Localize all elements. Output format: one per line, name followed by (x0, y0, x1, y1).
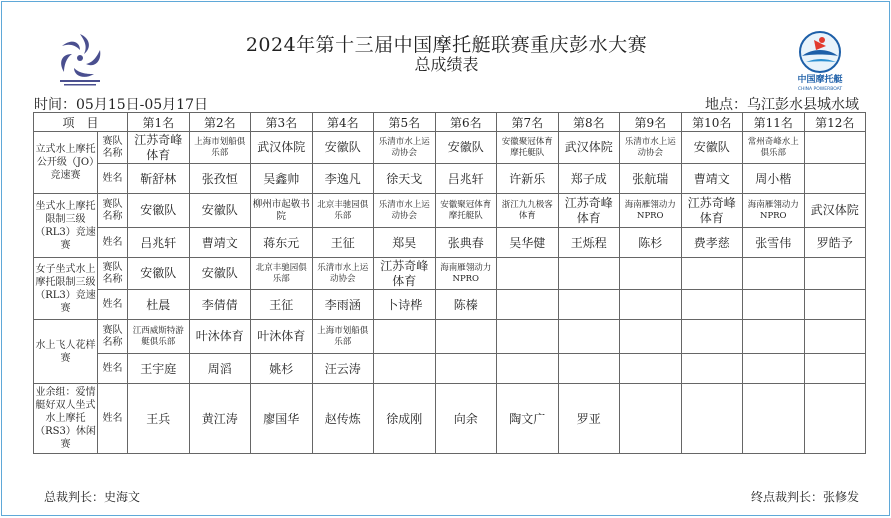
team-cell: 江苏奇峰体育 (558, 194, 620, 228)
name-label: 姓名 (98, 354, 128, 384)
chief-judge: 总裁判长：史海文 (44, 490, 141, 504)
rank-header: 第10名 (681, 113, 743, 132)
results-sheet (1, 1, 890, 516)
team-cell: 安徽聚冠体育摩托艇队 (497, 132, 559, 164)
team-cell: 上海市划船俱乐部 (189, 132, 251, 164)
athlete-name (804, 290, 866, 320)
athlete-name: 吕兆轩 (128, 228, 190, 258)
athlete-name: 汪云涛 (312, 354, 374, 384)
team-cell: 武汉体院 (558, 132, 620, 164)
rank-header: 第7名 (497, 113, 559, 132)
item-header: 项 目 (34, 113, 128, 132)
rank-header: 第1名 (128, 113, 190, 132)
athlete-name: 郑昊 (374, 228, 436, 258)
event-time: 时间：05月15日-05月17日 (34, 97, 208, 113)
athlete-name (743, 384, 805, 454)
category-name: 水上飞人花样赛 (34, 320, 98, 384)
athlete-name (804, 384, 866, 454)
athlete-name: 徐成刚 (374, 384, 436, 454)
team-cell: 上海市划船俱乐部 (312, 320, 374, 354)
team-cell: 乐清市水上运动协会 (620, 132, 682, 164)
athlete-name: 赵传炼 (312, 384, 374, 454)
athlete-name: 王宇庭 (128, 354, 190, 384)
team-cell (497, 320, 559, 354)
team-cell (558, 258, 620, 290)
team-cell: 乐清市水上运动协会 (374, 194, 436, 228)
team-cell: 江苏奇峰体育 (374, 258, 436, 290)
athlete-name: 姚杉 (251, 354, 313, 384)
athlete-name (620, 290, 682, 320)
team-cell (743, 258, 805, 290)
team-cell (804, 132, 866, 164)
team-cell: 安徽队 (128, 258, 190, 290)
category-name: 坐式水上摩托限制三级（RL3）竞速赛 (34, 194, 98, 258)
athlete-name: 郑子成 (558, 164, 620, 194)
athlete-name: 李雨涵 (312, 290, 374, 320)
team-row (34, 132, 866, 164)
team-cell (681, 320, 743, 354)
team-cell (435, 320, 497, 354)
team-cell: 江苏奇峰体育 (128, 132, 190, 164)
athlete-name (374, 354, 436, 384)
athlete-name (497, 354, 559, 384)
category-name: 女子坐式水上摩托限制三级（RL3）竞速赛 (34, 258, 98, 320)
team-cell: 叶沐体育 (251, 320, 313, 354)
table-header-row (34, 113, 866, 132)
athlete-name: 张孜恒 (189, 164, 251, 194)
name-row (34, 354, 866, 384)
brand-cn: 中国摩托艇 (797, 75, 843, 85)
athlete-name: 周小楷 (743, 164, 805, 194)
rank-header: 第11名 (743, 113, 805, 132)
athlete-name: 罗皓予 (804, 228, 866, 258)
athlete-name: 罗亚 (558, 384, 620, 454)
team-cell: 乐清市水上运动协会 (312, 258, 374, 290)
name-label: 姓名 (98, 228, 128, 258)
team-cell (620, 320, 682, 354)
athlete-name: 费孝慈 (681, 228, 743, 258)
athlete-name (681, 354, 743, 384)
athlete-name (804, 354, 866, 384)
athlete-name: 周滔 (189, 354, 251, 384)
team-label: 赛队名称 (98, 320, 128, 354)
team-cell: 浙江九九极客体育 (497, 194, 559, 228)
team-cell: 北京丰驰园俱乐部 (312, 194, 374, 228)
athlete-name: 卜诗桦 (374, 290, 436, 320)
rank-header: 第9名 (620, 113, 682, 132)
team-cell (374, 320, 436, 354)
athlete-name (743, 354, 805, 384)
athlete-name (804, 164, 866, 194)
team-row (34, 258, 866, 290)
athlete-name (558, 290, 620, 320)
athlete-name (681, 290, 743, 320)
athlete-name: 徐天戈 (374, 164, 436, 194)
finish-judge: 终点裁判长：张修发 (750, 490, 859, 504)
team-cell (620, 258, 682, 290)
category-name: 立式水上摩托公开级（JO）竞速赛 (34, 132, 98, 194)
team-cell (804, 258, 866, 290)
team-cell: 叶沐体育 (189, 320, 251, 354)
athlete-name (620, 384, 682, 454)
team-label: 赛队名称 (98, 132, 128, 164)
athlete-name: 王征 (251, 290, 313, 320)
athlete-name: 曹靖文 (681, 164, 743, 194)
team-cell (743, 320, 805, 354)
team-cell: 江西威斯特游艇俱乐部 (128, 320, 190, 354)
team-cell (558, 320, 620, 354)
athlete-name (497, 290, 559, 320)
athlete-name (743, 290, 805, 320)
team-cell: 安徽队 (189, 194, 251, 228)
team-cell: 海南雁翎动力NPRO (620, 194, 682, 228)
team-cell: 乐清市水上运动协会 (374, 132, 436, 164)
team-cell: 柳州市起敬书院 (251, 194, 313, 228)
athlete-name: 王烁程 (558, 228, 620, 258)
team-cell: 安徽队 (128, 194, 190, 228)
brand-en: CHINA POWERBOAT (797, 87, 843, 92)
rank-header: 第2名 (189, 113, 251, 132)
athlete-name (558, 354, 620, 384)
page-title: 2024年第十三届中国摩托艇联赛重庆彭水大赛 (245, 34, 648, 56)
athlete-name (620, 354, 682, 384)
athlete-name: 陈榛 (435, 290, 497, 320)
team-cell: 安徽队 (189, 258, 251, 290)
team-cell: 海南雁翎动力NPRO (435, 258, 497, 290)
team-cell (804, 320, 866, 354)
athlete-name (435, 354, 497, 384)
results-table (33, 112, 866, 454)
team-cell (497, 258, 559, 290)
team-cell: 海南雁翎动力NPRO (743, 194, 805, 228)
athlete-name: 张航瑞 (620, 164, 682, 194)
athlete-name: 张典春 (435, 228, 497, 258)
athlete-name: 蒋东元 (251, 228, 313, 258)
name-row (34, 164, 866, 194)
athlete-name: 张雪伟 (743, 228, 805, 258)
rank-header: 第6名 (435, 113, 497, 132)
event-place: 地点：乌江彭水县城水域 (705, 97, 859, 113)
team-row (34, 194, 866, 228)
rank-header: 第8名 (558, 113, 620, 132)
team-cell: 武汉体院 (251, 132, 313, 164)
name-row (34, 228, 866, 258)
rank-header: 第12名 (804, 113, 866, 132)
name-label: 姓名 (98, 164, 128, 194)
team-cell: 江苏奇峰体育 (681, 194, 743, 228)
athlete-name: 李逸凡 (312, 164, 374, 194)
athlete-name: 靳舒林 (128, 164, 190, 194)
athlete-name: 曹靖文 (189, 228, 251, 258)
athlete-name: 王兵 (128, 384, 190, 454)
athlete-name: 许新乐 (497, 164, 559, 194)
athlete-name: 吕兆轩 (435, 164, 497, 194)
name-label: 姓名 (98, 290, 128, 320)
athlete-name: 陶文广 (497, 384, 559, 454)
team-cell: 安徽队 (435, 132, 497, 164)
rank-header: 第4名 (312, 113, 374, 132)
team-label: 赛队名称 (98, 258, 128, 290)
athlete-name: 李倩倩 (189, 290, 251, 320)
athlete-name: 王征 (312, 228, 374, 258)
name-row (34, 384, 866, 454)
team-label: 赛队名称 (98, 194, 128, 228)
athlete-name: 吴鑫帅 (251, 164, 313, 194)
team-cell: 武汉体院 (804, 194, 866, 228)
athlete-name: 吴华健 (497, 228, 559, 258)
athlete-name: 黄江涛 (189, 384, 251, 454)
athlete-name: 廖国华 (251, 384, 313, 454)
team-row (34, 320, 866, 354)
team-cell: 常州奇峰水上俱乐部 (743, 132, 805, 164)
athlete-name: 陈杉 (620, 228, 682, 258)
team-cell: 安徽队 (681, 132, 743, 164)
name-row (34, 290, 866, 320)
rank-header: 第3名 (251, 113, 313, 132)
page-subtitle: 总成绩表 (414, 55, 479, 74)
athlete-name: 向余 (435, 384, 497, 454)
team-cell: 北京丰驰园俱乐部 (251, 258, 313, 290)
rank-header: 第5名 (374, 113, 436, 132)
team-cell: 安徽聚冠体育摩托艇队 (435, 194, 497, 228)
athlete-name (681, 384, 743, 454)
name-label: 姓名 (98, 384, 128, 454)
team-cell: 安徽队 (312, 132, 374, 164)
category-name: 业余组：爱情艇好双人坐式水上摩托（RS3）休闲赛 (34, 384, 98, 454)
athlete-name: 杜晨 (128, 290, 190, 320)
team-cell (681, 258, 743, 290)
